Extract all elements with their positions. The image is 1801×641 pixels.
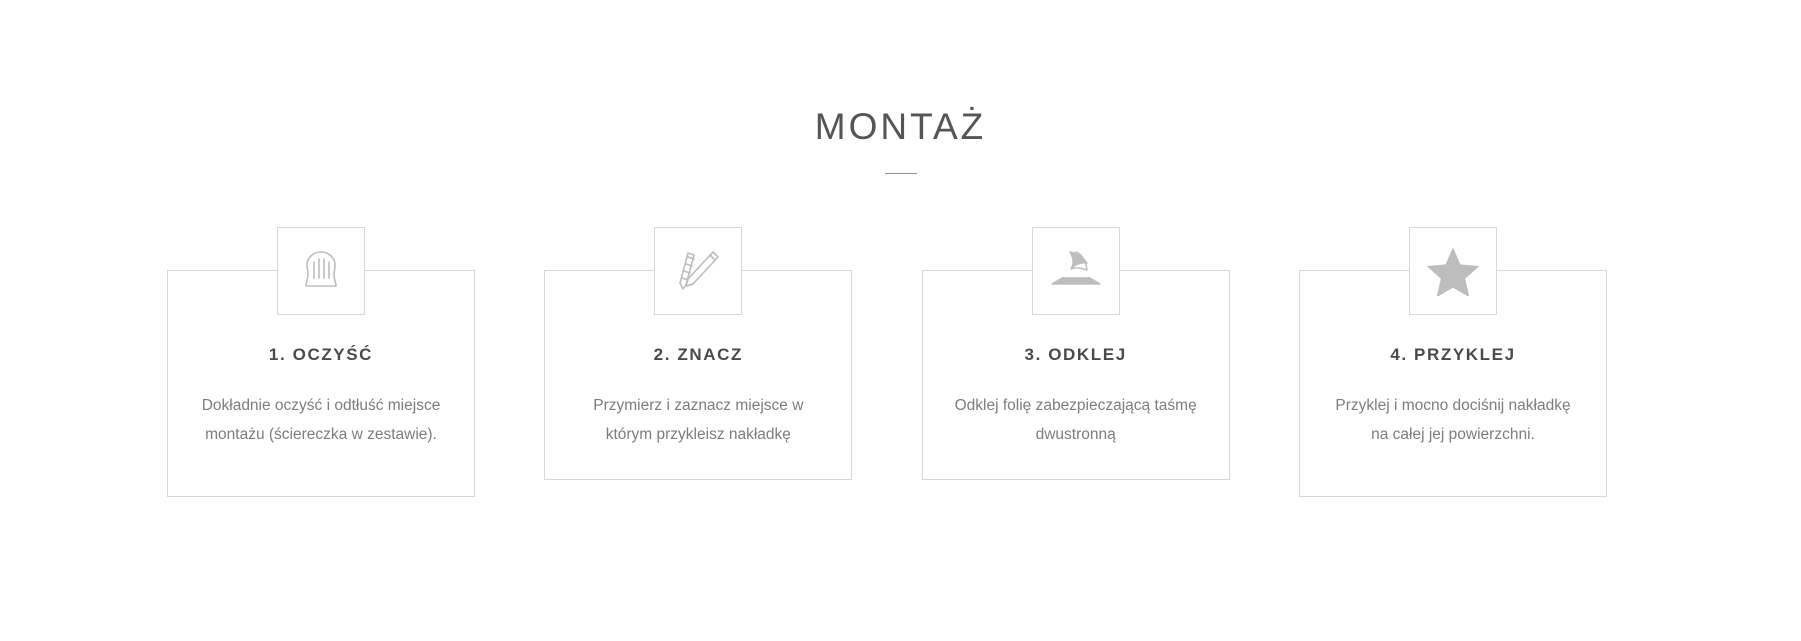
list-item bbox=[1299, 270, 1607, 497]
step-description: Dokładnie oczyść i odtłuść miejsce montażu (ściereczka w zestawie). bbox=[201, 397, 441, 443]
step-title: 1. OCZYŚĆ bbox=[268, 345, 374, 364]
step-title: 2. ZNACZ bbox=[653, 345, 743, 364]
peel-film-icon bbox=[1032, 227, 1120, 315]
hand-wipe-icon bbox=[277, 227, 365, 315]
section-heading-block bbox=[0, 108, 1801, 174]
heading-divider bbox=[885, 173, 917, 174]
step-description: Odklej folię zabezpieczającą taśmę dwustronną bbox=[954, 397, 1197, 443]
step-description: Przymierz i zaznacz miejsce w którym przykleisz nakładkę bbox=[593, 397, 804, 443]
ruler-pencil-icon bbox=[654, 227, 742, 315]
list-item bbox=[544, 270, 852, 480]
steps-list bbox=[167, 270, 1607, 497]
step-title: 3. ODKLEJ bbox=[1024, 345, 1127, 364]
step-title: 4. PRZYKLEJ bbox=[1390, 345, 1516, 364]
page-title: MONTAŻ bbox=[814, 106, 987, 147]
list-item bbox=[922, 270, 1230, 480]
step-description: Przyklej i mocno dociśnij nakładkę na całej jej powierzchni. bbox=[1335, 397, 1571, 443]
star-press-icon bbox=[1409, 227, 1497, 315]
list-item bbox=[167, 270, 475, 497]
